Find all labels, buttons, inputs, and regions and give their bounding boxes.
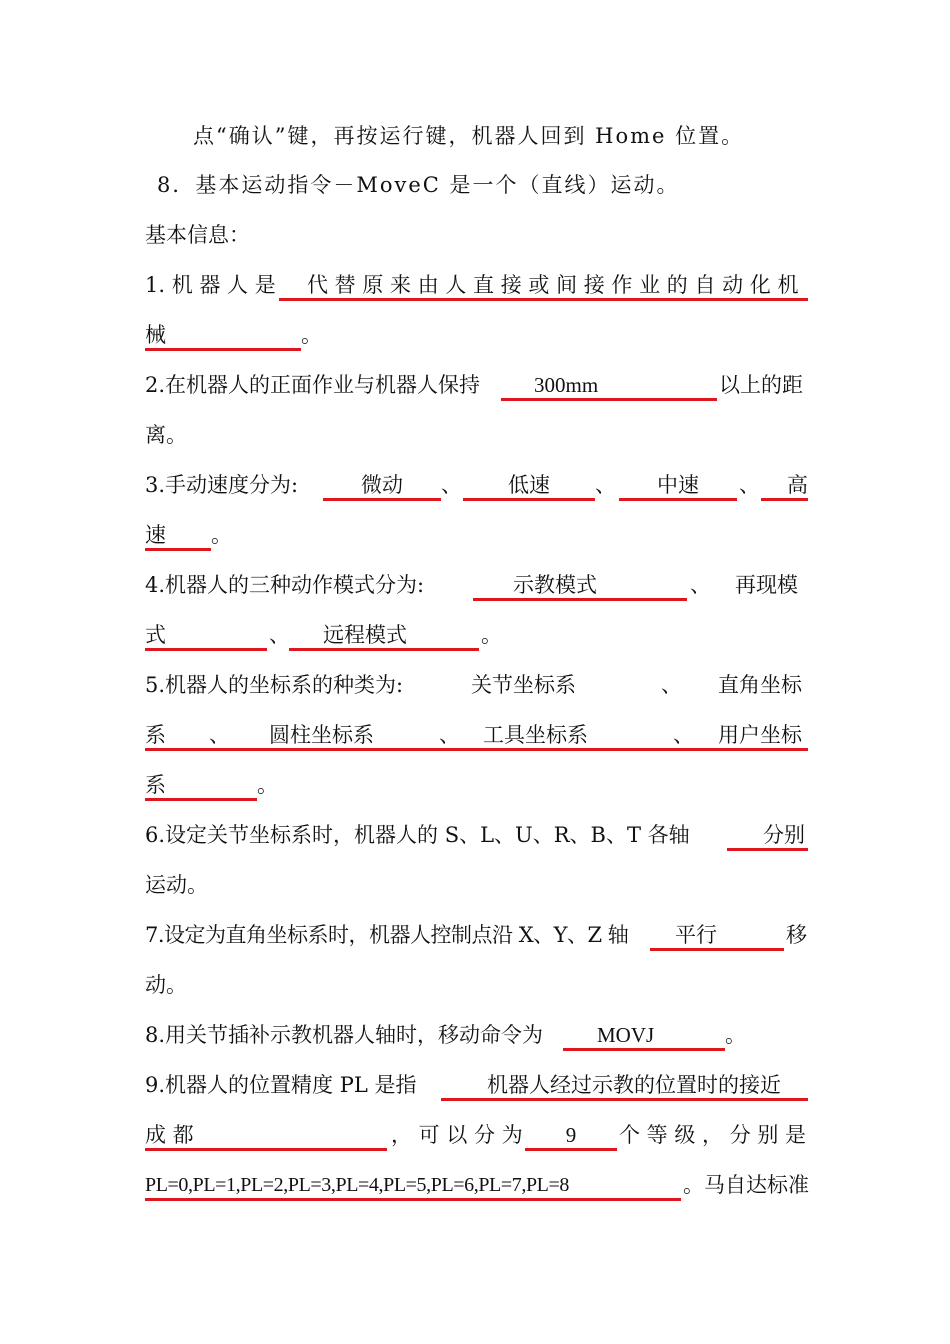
question-1-answer-a: 代 替 原 来 由 人 直 接 或 间 接 作 业 的 自 动 化 机: [307, 273, 799, 297]
question-9-count: 9: [565, 1123, 577, 1147]
question-5-prefix: 5.机器人的坐标系的种类为:: [145, 673, 404, 697]
question-5-answer-4: 工具坐标系: [483, 723, 588, 747]
answer-underline: [563, 1048, 725, 1051]
question-3-line-a: [145, 465, 808, 505]
question-5-separator-4: 、: [673, 723, 694, 747]
question-3-end: 。: [211, 523, 232, 547]
answer-underline: [145, 1148, 387, 1151]
question-8-prefix: 8.用关节插补示教机器人轴时，移动命令为: [145, 1023, 544, 1047]
text-line-movec: [145, 165, 808, 205]
question-1-line-a: [145, 265, 808, 305]
question-9-line-c: [145, 1165, 808, 1205]
answer-underline: [145, 348, 301, 351]
question-7-answer: 平行: [675, 923, 717, 947]
question-2-answer: 300mm: [534, 373, 599, 397]
movec-question-text: 8．基本运动指令－MoveC 是一个（直线）运动。: [157, 173, 680, 197]
question-4-separator-2: 、: [269, 623, 290, 647]
question-8-answer: MOVJ: [597, 1023, 655, 1047]
question-3-answer-1: 微动: [361, 473, 403, 497]
question-9-answer-b: 成 都: [145, 1123, 194, 1147]
question-3-line-b: [145, 515, 808, 555]
answer-underline: [619, 498, 737, 501]
question-7-end: 动。: [145, 973, 187, 997]
question-5-answer-5b: 系: [145, 773, 166, 797]
question-7-line-a: [145, 915, 808, 955]
question-5-answer-2b: 系: [145, 723, 166, 747]
question-7-line-b: [145, 965, 808, 1005]
question-5-line-c: [145, 765, 808, 805]
question-4-line-a: [145, 565, 808, 605]
answer-underline: [145, 798, 257, 801]
question-4-answer-1: 示教模式: [513, 573, 597, 597]
answer-underline: [727, 848, 808, 851]
question-3-answer-3: 中速: [657, 473, 699, 497]
answer-underline: [650, 948, 784, 951]
question-3-prefix: 3.手动速度分为:: [145, 473, 299, 497]
question-4-answer-3: 远程模式: [323, 623, 407, 647]
answer-underline: [145, 1198, 681, 1201]
question-4-line-b: [145, 615, 808, 655]
question-9-line-b: [145, 1115, 808, 1155]
question-5-answer-3: 圆柱坐标系: [269, 723, 374, 747]
basic-info-heading: 基本信息：: [145, 223, 250, 247]
text-line-home: [145, 116, 808, 156]
answer-underline: [761, 498, 808, 501]
answer-underline: [145, 748, 808, 751]
question-5-separator-1: 、: [661, 673, 682, 697]
question-1-line-b: [145, 315, 808, 355]
question-4-answer-2b: 式: [145, 623, 166, 647]
question-5-line-a: [145, 665, 808, 705]
question-3-separator-1: 、: [441, 473, 462, 497]
question-3-separator-2: 、: [595, 473, 616, 497]
question-5-end: 。: [257, 773, 278, 797]
question-6-line-b: [145, 865, 808, 905]
question-3-answer-4a: 高: [787, 473, 808, 497]
question-8-end: 。: [725, 1023, 746, 1047]
question-1-prefix: 1. 机 器 人 是: [145, 273, 276, 297]
question-3-answer-4b: 速: [145, 523, 166, 547]
question-7-suffix: 移: [786, 923, 807, 947]
answer-underline: [463, 498, 595, 501]
question-3-separator-3: 、: [739, 473, 760, 497]
question-6-prefix: 6.设定关节坐标系时，机器人的 S、L、U、R、B、T 各轴: [145, 823, 690, 847]
answer-underline: [473, 598, 687, 601]
answer-underline: [145, 648, 267, 651]
question-2-prefix: 2.在机器人的正面作业与机器人保持: [145, 373, 481, 397]
question-2-suffix: 以上的距: [719, 373, 803, 397]
question-1-end: 。: [301, 323, 322, 347]
question-5-answer-5a: 用户坐标: [718, 723, 802, 747]
question-5-separator-2: 、: [209, 723, 230, 747]
question-5-line-b: [145, 715, 808, 755]
question-5-answer-1: 关节坐标系: [471, 673, 576, 697]
answer-underline: [525, 1148, 617, 1151]
question-6-end: 运动。: [145, 873, 208, 897]
section-heading: [145, 215, 808, 255]
answer-underline: [289, 648, 479, 651]
question-9-mid2: 个 等 级 ， 分 别 是: [619, 1123, 807, 1147]
question-3-answer-2: 低速: [508, 473, 550, 497]
question-2-line-b: [145, 415, 808, 455]
question-9-mid: ， 可 以 分 为: [391, 1123, 523, 1147]
question-9-line-a: [145, 1065, 808, 1105]
question-6-line-a: [145, 815, 808, 855]
question-2-line-a: [145, 365, 808, 405]
question-7-prefix: 7.设定为直角坐标系时，机器人控制点沿 X、Y、Z 轴: [145, 923, 629, 947]
answer-underline: [323, 498, 441, 501]
question-8-line: [145, 1015, 808, 1055]
question-9-levels: PL=0,PL=1,PL=2,PL=3,PL=4,PL=5,PL=6,PL=7,PL=8: [145, 1174, 569, 1196]
question-4-end: 。: [481, 623, 502, 647]
answer-underline: [441, 1098, 808, 1101]
answer-underline: [145, 548, 211, 551]
home-position-text: 点“确认”键，再按运行键，机器人回到 Home 位置。: [193, 124, 745, 148]
question-9-prefix: 9.机器人的位置精度 PL 是指: [145, 1073, 417, 1097]
question-9-answer-a: 机器人经过示教的位置时的接近: [487, 1073, 781, 1097]
question-9-tail: 。马自达标准: [683, 1173, 809, 1197]
question-5-answer-2a: 直角坐标: [718, 673, 802, 697]
question-6-answer: 分别: [763, 823, 805, 847]
question-4-answer-2a: 再现模: [735, 573, 798, 597]
question-2-end: 离。: [145, 423, 187, 447]
question-5-separator-3: 、: [439, 723, 460, 747]
answer-underline: [279, 298, 808, 301]
question-4-prefix: 4.机器人的三种动作模式分为:: [145, 573, 425, 597]
answer-underline: [501, 398, 717, 401]
question-4-separator-1: 、: [690, 573, 711, 597]
question-1-answer-b: 械: [145, 323, 166, 347]
